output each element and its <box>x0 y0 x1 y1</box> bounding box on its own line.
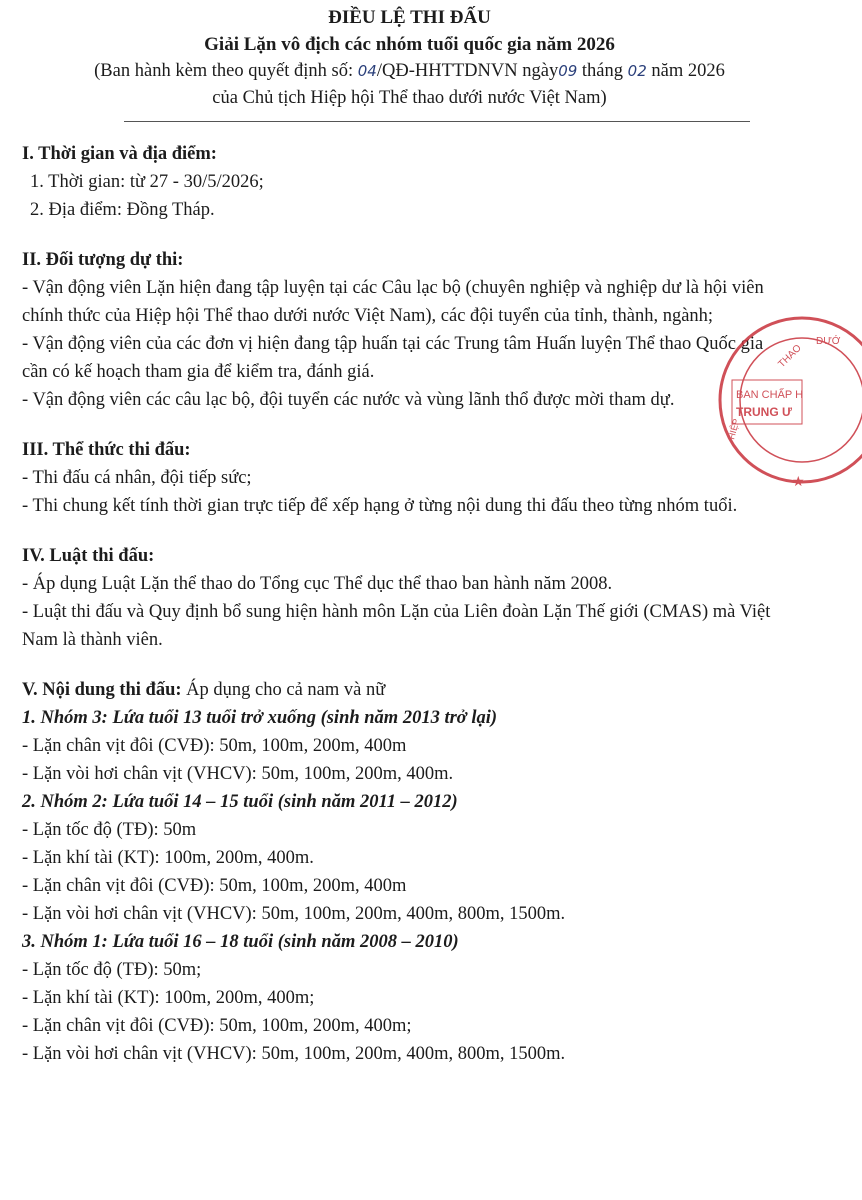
document-body <box>22 140 792 1068</box>
document-title: ĐIỀU LỆ THI ĐẤU <box>328 7 491 28</box>
group-1-item: - Lặn tốc độ (TĐ): 50m; <box>22 960 202 980</box>
section-1-heading: I. Thời gian và địa điểm: <box>22 144 217 164</box>
decree-number: 04 <box>357 62 377 80</box>
group-1-item: - Lặn chân vịt đôi (CVĐ): 50m, 100m, 200m, 400m; <box>22 1016 412 1036</box>
group-1-item: - Lặn khí tài (KT): 100m, 200m, 400m; <box>22 988 315 1008</box>
section-1-time: 1. Thời gian: từ 27 - 30/5/2026; <box>30 172 264 192</box>
decree-mid: /QĐ-HHTTDNVN ngày <box>376 61 559 81</box>
decree-year: năm 2026 <box>651 61 725 81</box>
document-header <box>0 0 819 112</box>
section-1-place: 2. Địa điểm: Đồng Tháp. <box>30 200 215 220</box>
document-subtitle: Giải Lặn vô địch các nhóm tuổi quốc gia năm 2026 <box>204 34 615 55</box>
svg-text:DƯỚ: DƯỚ <box>816 336 841 347</box>
seal-star-icon: ★ <box>792 474 805 490</box>
section-3-para-2: - Thi chung kết tính thời gian trực tiếp để xếp hạng ở từng nội dung thi đấu theo từng nhóm tuổi. <box>22 496 738 516</box>
section-2-para-3: - Vận động viên các câu lạc bộ, đội tuyển các nước và vùng lãnh thổ được mời tham dự. <box>22 390 675 410</box>
group-3-title: 1. Nhóm 3: Lứa tuổi 13 tuổi trở xuống (sinh năm 2013 trở lại) <box>22 708 498 728</box>
header-divider <box>124 121 750 122</box>
section-3-para-1: - Thi đấu cá nhân, đội tiếp sức; <box>22 468 252 488</box>
svg-text:THAO: THAO <box>776 342 804 371</box>
decree-prefix: (Ban hành kèm theo quyết định số: <box>94 61 354 81</box>
section-5-title: V. Nội dung thi đấu: <box>22 680 182 700</box>
section-2-heading: II. Đối tượng dự thi: <box>22 250 184 270</box>
group-2-title: 2. Nhóm 2: Lứa tuổi 14 – 15 tuổi (sinh năm 2011 – 2012) <box>22 792 458 812</box>
decree-month-label: tháng <box>581 61 624 81</box>
group-3-item: - Lặn chân vịt đôi (CVĐ): 50m, 100m, 200m, 400m <box>22 736 407 756</box>
section-4-heading: IV. Luật thi đấu: <box>22 546 155 566</box>
group-3-item: - Lặn vòi hơi chân vịt (VHCV): 50m, 100m, 200m, 400m. <box>22 764 454 784</box>
decree-day: 09 <box>558 62 578 80</box>
official-seal <box>712 310 862 490</box>
section-4-para-2: - Luật thi đấu và Quy định bổ sung hiện hành môn Lặn của Liên đoàn Lặn Thế giới (CMAS) mà Việt Nam là thành viên. <box>22 602 771 650</box>
group-2-item: - Lặn chân vịt đôi (CVĐ): 50m, 100m, 200m, 400m <box>22 876 407 896</box>
section-2-para-1: - Vận động viên Lặn hiện đang tập luyện tại các Câu lạc bộ (chuyên nghiệp và nghiệp dư là hội viên chính thức của Hiệp hội Thể thao dưới nước Việt Nam), các đội tuyển của tỉnh, thành, ngành; <box>22 278 764 326</box>
section-5-note: Áp dụng cho cả nam và nữ <box>186 680 386 700</box>
section-4-para-1: - Áp dụng Luật Lặn thể thao do Tổng cục Thể dục thể thao ban hành năm 2008. <box>22 574 613 594</box>
decree-line <box>0 58 819 85</box>
group-1-item: - Lặn vòi hơi chân vịt (VHCV): 50m, 100m, 200m, 400m, 800m, 1500m. <box>22 1044 566 1064</box>
svg-text:HIỆP: HIỆP <box>726 417 742 441</box>
group-2-item: - Lặn tốc độ (TĐ): 50m <box>22 820 197 840</box>
decree-month: 02 <box>627 62 647 80</box>
group-2-item: - Lặn khí tài (KT): 100m, 200m, 400m. <box>22 848 314 868</box>
seal-text-line2: TRUNG Ư <box>736 405 792 419</box>
group-2-item: - Lặn vòi hơi chân vịt (VHCV): 50m, 100m, 200m, 400m, 800m, 1500m. <box>22 904 566 924</box>
section-3-heading: III. Thể thức thi đấu: <box>22 440 191 460</box>
group-1-title: 3. Nhóm 1: Lứa tuổi 16 – 18 tuổi (sinh năm 2008 – 2010) <box>22 932 459 952</box>
decree-issuer: của Chủ tịch Hiệp hội Thể thao dưới nước Việt Nam) <box>212 88 607 108</box>
seal-text-line1: BAN CHẤP H <box>736 389 804 401</box>
section-5-heading <box>22 676 792 704</box>
section-2-para-2: - Vận động viên của các đơn vị hiện đang tập huấn tại các Trung tâm Huấn luyện Thể thao Quốc gia cần có kế hoạch tham gia để kiểm tra, đánh giá. <box>22 334 764 382</box>
